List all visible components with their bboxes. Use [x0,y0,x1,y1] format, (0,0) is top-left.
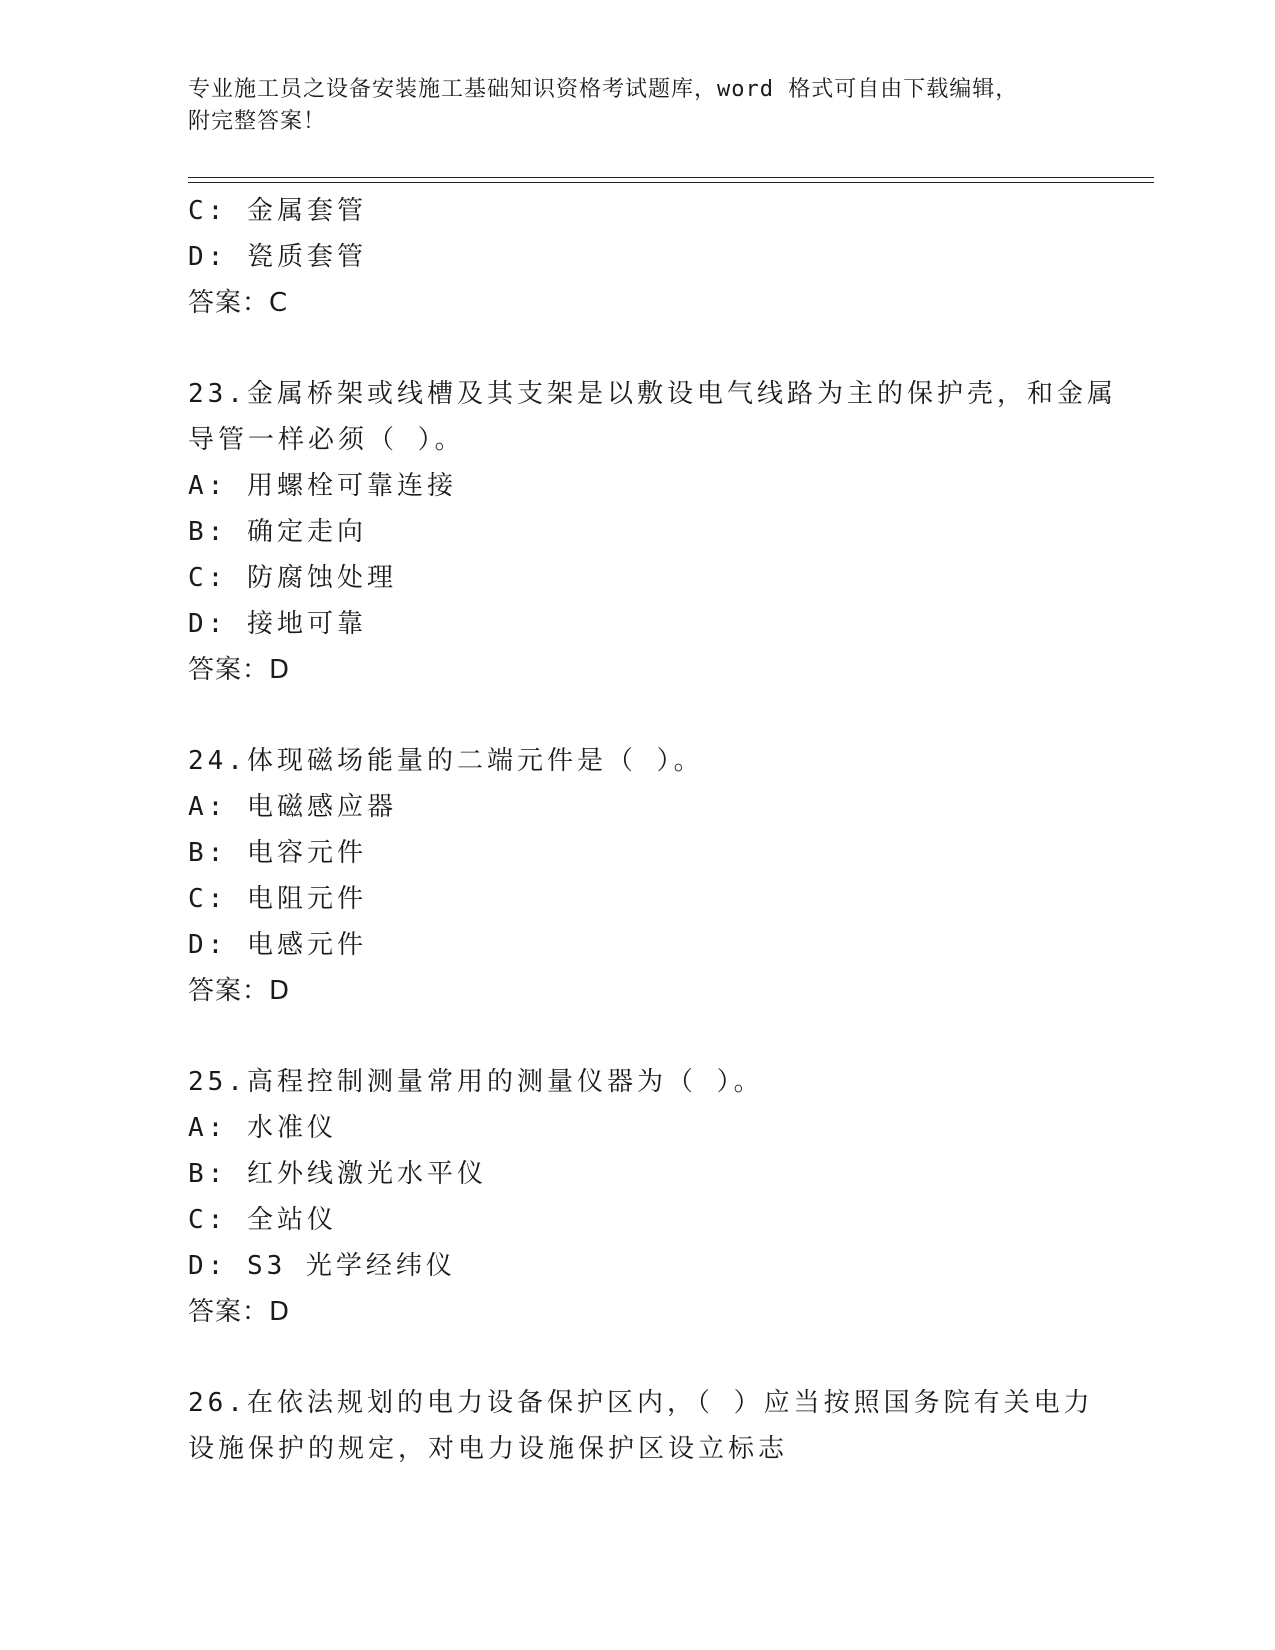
answer-line: 答案：C [188,288,289,318]
option-b: B: 红外线激光水平仪 [188,1159,487,1189]
option-a: A: 用螺栓可靠连接 [188,471,457,501]
header-line-2: 附完整答案！ [188,109,327,134]
spacer [188,1014,1088,1059]
question-text-cont: 导管一样必须（ ）。 [188,425,465,455]
question-23 [188,371,1117,693]
option-c: C: 全站仪 [188,1205,337,1235]
answer-line: 答案：D [188,1297,291,1327]
option-d: D: 接地可靠 [188,609,367,639]
option-d: D: 电感元件 [188,930,367,960]
spacer [188,326,1088,371]
question-text: 25.高程控制测量常用的测量仪器为（ ）。 [188,1067,764,1097]
header-divider-bottom [188,182,1154,183]
option-b: B: 确定走向 [188,517,367,547]
question-text: 23.金属桥架或线槽及其支架是以敷设电气线路为主的保护壳，和金属 [188,379,1117,409]
header-line-1: 专业施工员之设备安装施工基础知识资格考试题库，word 格式可自由下载编辑， [188,77,1019,102]
question-24 [188,738,1088,1014]
answer-line: 答案：D [188,976,291,1006]
spacer [188,693,1088,738]
answer-line: 答案：D [188,655,291,685]
question-25 [188,1059,1088,1335]
option-d: D: S3 光学经纬仪 [188,1251,456,1281]
question-text: 26.在依法规划的电力设备保护区内，（ ）应当按照国务院有关电力 [188,1388,1094,1418]
option-d: D: 瓷质套管 [188,242,367,272]
header-divider-top [188,177,1154,178]
prev-question [188,188,1088,326]
option-a: A: 水准仪 [188,1113,337,1143]
spacer [188,1335,1088,1380]
option-b: B: 电容元件 [188,838,367,868]
question-list [188,188,1117,1472]
option-c: C: 金属套管 [188,196,367,226]
question-26 [188,1380,1094,1472]
option-c: C: 电阻元件 [188,884,367,914]
option-c: C: 防腐蚀处理 [188,563,397,593]
document-header [188,74,1088,138]
option-a: A: 电磁感应器 [188,792,397,822]
question-text-cont: 设施保护的规定，对电力设施保护区设立标志 [188,1434,789,1464]
question-text: 24.体现磁场能量的二端元件是（ ）。 [188,746,704,776]
